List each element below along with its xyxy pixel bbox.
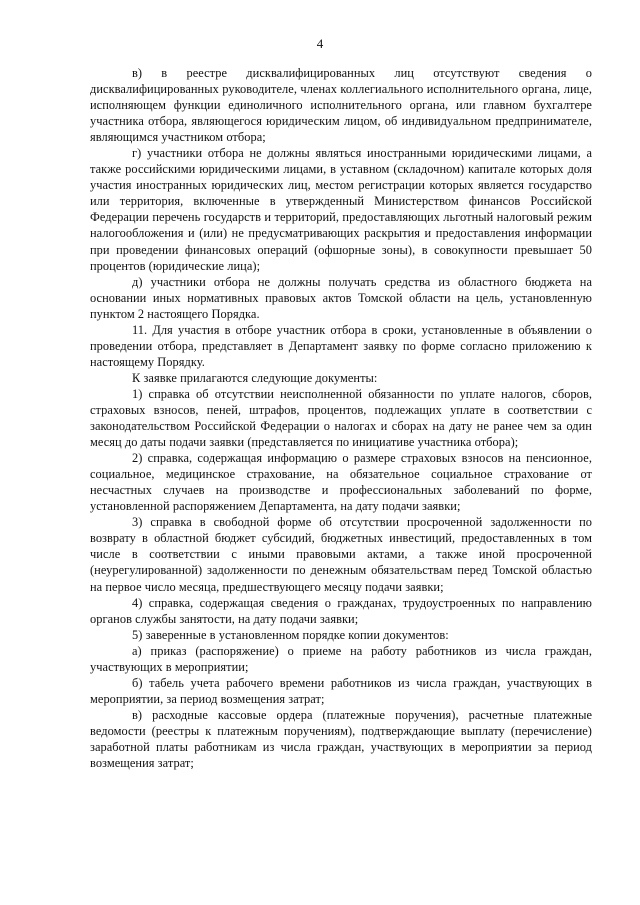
document-body: [90, 65, 592, 771]
paragraph-d-regional-budget: д) участники отбора не должны получать средства из областного бюджета на основании иных нормативных правовых актов Томской области на цель, установленную пунктом 2 настоящего Порядка.: [90, 274, 592, 321]
paragraph-g-foreign-entities: г) участники отбора не должны являться иностранными юридическими лицами, а также российскими юридическими лицами, в уставном (складочном) капитале которых доля участия иностранных юридических лиц, местом регистрации которых является государство или территория, включенные в утвержденный Министерством финансов Российской Федерации перечень государств и территорий, предоставляющих льготный налоговый режим налогообложения и (или) не предусматривающих раскрытия и предоставления информации при проведении финансовых операций (офшорные зоны), в совокупности превышает 50 процентов (юридические лица);: [90, 146, 592, 273]
sub-item-a-hiring-order: а) приказ (распоряжение) о приеме на работу работников из числа граждан, участвующих в мероприятии;: [90, 643, 592, 674]
paragraph-v-disqualified-registry: в) в реестре дисквалифицированных лиц отсутствуют сведения о дисквалифицированных руководителе, членах коллегиального исполнительного органа, лице, исполняющем функции единоличного исполнительного органа, или главном бухгалтере участника отбора, являющегося юридическим лицом, об индивидуальном предпринимателе, являющимся участником отбора;: [90, 66, 592, 145]
list-item-3-debt-certificate: 3) справка в свободной форме об отсутствии просроченной задолженности по возврату в областной бюджет субсидий, бюджетных инвестиций, предоставленных в том числе в соответствии с иными правовыми актами, а также иной просроченной (неурегулированной) задолженности по денежным обязательствам перед Томской областью на первое число месяца, предшествующего месяцу подачи заявки;: [90, 515, 592, 594]
list-item-4-employment-certificate: 4) справка, содержащая сведения о гражданах, трудоустроенных по направлению органов службы занятости, на дату подачи заявки;: [90, 595, 592, 626]
page-number: 4: [316, 36, 324, 51]
list-item-1-tax-certificate: 1) справка об отсутствии неисполненной обязанности по уплате налогов, сборов, страховых взносов, пеней, штрафов, процентов, подлежащих уплате в соответствии с законодательством Российской Федерации о налогах и сборах на дату не ранее чем за один месяц до даты подачи заявки (представляется по инициативе участника отбора);: [90, 386, 592, 450]
paragraph-11-application: 11. Для участия в отборе участник отбора в сроки, установленные в объявлении о проведении отбора, представляет в Департамент заявку по форме согласно приложению к настоящему Порядку.: [90, 322, 592, 369]
list-item-5-certified-copies: 5) заверенные в установленном порядке копии документов:: [132, 627, 449, 642]
list-item-2-insurance-certificate: 2) справка, содержащая информацию о размере страховых взносов на пенсионное, социальное, медицинское страхование, на обязательное социальное страхование от несчастных случаев на производстве и профессиональных заболеваний по форме, установленной распоряжением Департамента, на дату подачи заявки;: [90, 451, 592, 514]
sub-item-b-timesheet: б) табель учета рабочего времени работников из числа граждан, участвующих в мероприятии, за период возмещения затрат;: [90, 675, 592, 706]
sub-item-v-payment-orders: в) расходные кассовые ордера (платежные поручения), расчетные платежные ведомости (реестры к платежным поручениям), подтверждающие выплату (перечисление) заработной платы работникам из числа граждан, участвующих в мероприятии за период возмещения затрат;: [90, 707, 592, 771]
paragraph-attached-documents: К заявке прилагаются следующие документы:: [132, 370, 378, 385]
